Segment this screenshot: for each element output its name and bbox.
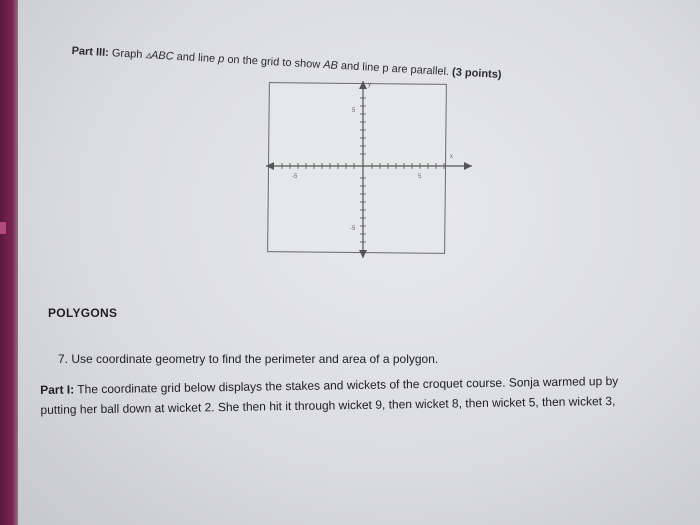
line-name: p (217, 53, 225, 66)
segment-name: AB (322, 59, 339, 72)
y-tick-label-pos: 5 (352, 108, 356, 114)
part1-text-line1: The coordinate grid below displays the stakes and wickets of the croquet course. Sonja warmed up by (77, 373, 619, 397)
x-axis-label: x (450, 154, 453, 160)
grid-axes (262, 78, 482, 263)
binder-tab (0, 222, 6, 234)
y-axis-arrow-up (359, 81, 367, 89)
x-tick-label-pos: 5 (418, 174, 422, 180)
points-label: (3 points) (451, 66, 502, 82)
part1-label: Part I: (40, 382, 75, 397)
x-tick-label-neg: -5 (292, 174, 298, 180)
part3-text-pre: Graph (111, 47, 143, 61)
section-title: POLYGONS (48, 306, 118, 320)
part1-line-2: putting her ball down at wicket 2. She then hit it through wicket 9, then wicket 8, then wicket 5, then wicket 3, (40, 393, 616, 417)
part3-label: Part III: (71, 44, 110, 60)
question-7: 7. Use coordinate geometry to find the perimeter and area of a polygon. (58, 352, 439, 366)
part3-text-post: on the grid to show (227, 53, 321, 71)
y-tick-label-neg: -5 (350, 226, 356, 232)
part3-text-end: and line p are parallel. (340, 60, 450, 79)
y-axis-label: y (368, 82, 371, 88)
part3-text-mid: and line (176, 50, 216, 66)
x-axis-arrow-left (266, 162, 274, 170)
triangle-name: ▵ABC (145, 49, 174, 63)
y-axis-arrow-down (359, 250, 367, 258)
x-axis-arrow-right (464, 162, 472, 170)
